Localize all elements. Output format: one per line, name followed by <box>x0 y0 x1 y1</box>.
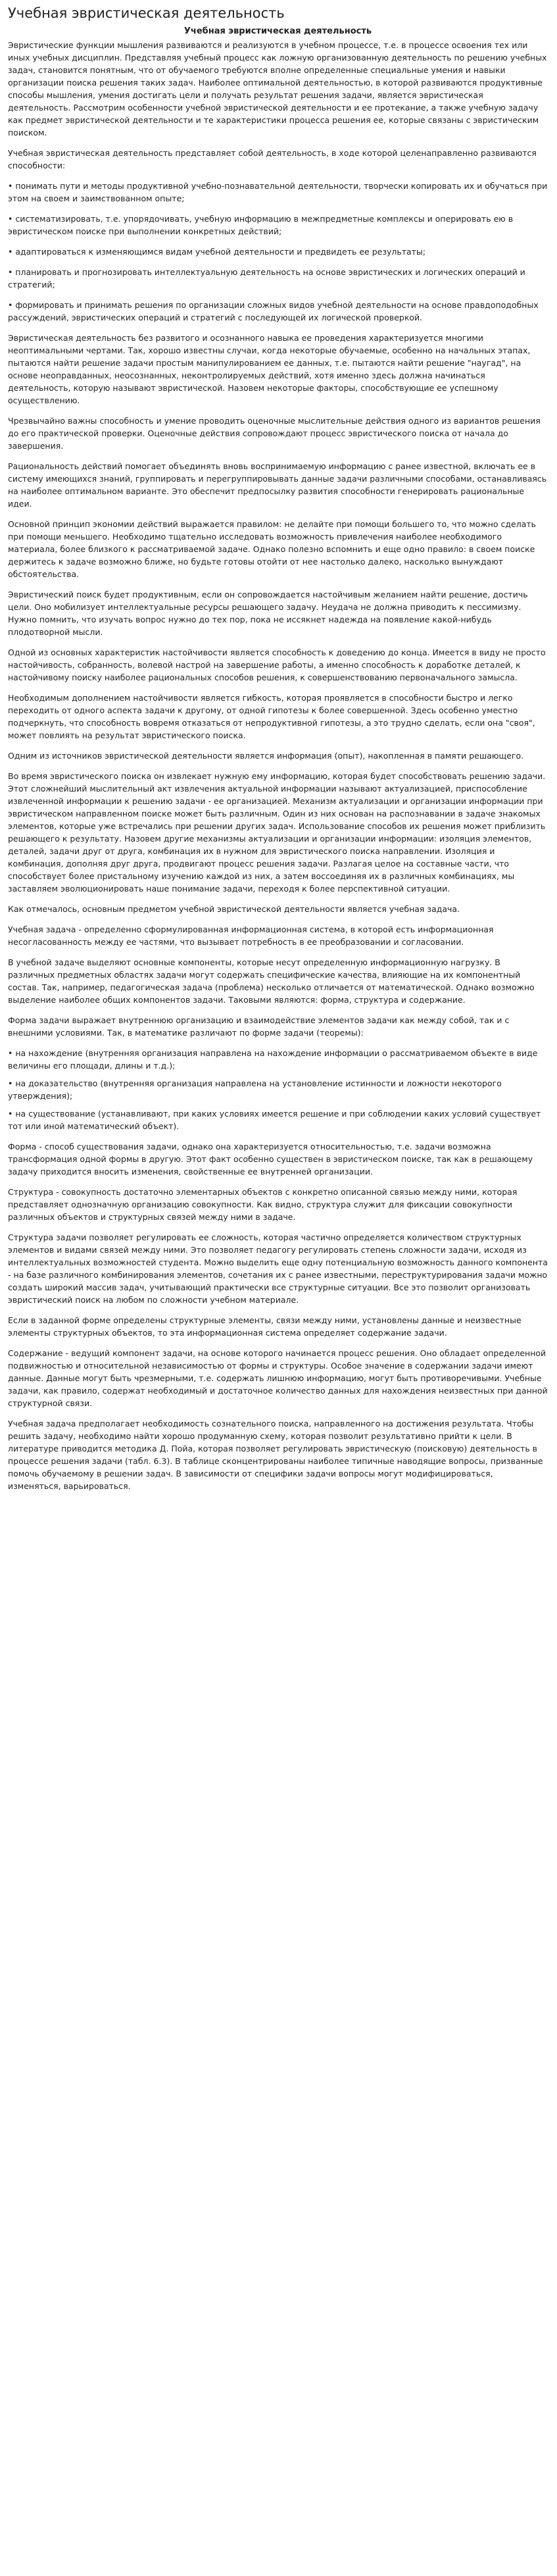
paragraph: Необходимым дополнением настойчивости является гибкость, которая проявляется в способности быстро и легко переходить от одного аспекта задачи к другому, от одной гипотезы к более совершенной. Здесь особенно уместно подчеркнуть, что способность вовремя отказаться от непродуктивной гипотезы, а это трудно сделать, если она "своя", может повлиять на результат эвристического поиска. <box>8 693 535 740</box>
paragraph: Одним из источников эвристической деятельности является информация (опыт), накопленная в памяти решающего. <box>8 751 524 761</box>
paragraph: Содержание - ведущий компонент задачи, на основе которого начинается процесс решения. Оно обладает определенной подвижностью и относительной независимостью от формы и структуры. Особое значение в содержании задачи имеют данные. Данные могут быть чрезмерными, т.е. содержать лишнюю информацию, могут быть противоречивыми. Учебные задачи, как правило, содержат необходимый и достаточное количество данных для нахождения неизвестных при данной структурной связи. <box>8 1348 548 1408</box>
bullet-list <box>8 1047 548 1132</box>
paragraph: Эвристические функции мышления развиваются и реализуются в учебном процессе, т.е. в процессе освоения тех или иных учебных дисциплин. Представляя учебный процесс как ложную организованную деятельность по решению учебных задач, становится понятным, что от обучаемого требуются вполне определенные специальные умения и навыки организации поиска решения таких задач. Наиболее оптимальной деятельностью, в которой развиваются продуктивные способы мышления, умения достигать цели и получать результат решения задачи, является эвристическая деятельность. Рассмотрим особенности учебной эвристической деятельности и ее протекание, а также учебную задачу как предмет эвристической деятельности и те характеристики процесса решения ее, которые связаны с эвристическим поиском. <box>8 40 547 138</box>
paragraph: Учебная задача - определенно сформулированная информационная система, в которой есть информационная несогласованность между ее частями, что вызывает потребность в ее преобразовании и согласовании. <box>8 924 494 947</box>
paragraph: Чрезвычайно важны способность и умение проводить оценочные мыслительные действия одного из вариантов решения до его практической проверки. Оценочные действия сопровождают процесс эвристического поиска от начала до завершения. <box>8 416 541 451</box>
page-title: Учебная эвристическая деятельность <box>8 5 285 21</box>
list-item: • на существование (устанавливают, при каких условиях имеется решение и при соблюдении каких условий существует тот или иной математический объект). <box>8 1109 541 1131</box>
paragraph: • формировать и принимать решения по организации сложных видов учебной деятельности на основе правдоподобных рассуждений, эвристических операций и стратегий с последующей их логической проверкой. <box>8 300 539 322</box>
paragraph: Форма задачи выражает внутреннюю организацию и взаимодействие элементов задачи как между собой, так и с внешними условиями. Так, в математике различают по форме задачи (теоремы): <box>8 1015 510 1038</box>
paragraph: Учебная задача предполагает необходимость сознательного поиска, направленного на достижения результата. Чтобы решить задачу, необходимо найти хорошо продуманную схему, которая позволит результативно прийти к цели. В литературе приводится методика Д. Пойа, которая позволяет регулировать эвристическую (поисковую) деятельность в процессе решения задачи (табл. 6.3). В таблице сконцентрированы наиболее типичные наводящие вопросы, призванные помочь обучаемому в решении задач. В зависимости от специфики задачи вопросы могут модифицироваться, изменяться, варьироваться. <box>8 1419 543 1491</box>
list-item: • на доказательство (внутренняя организация направлена на установление истинности и ложности некоторого утверждения); <box>8 1078 502 1101</box>
paragraph: Учебная эвристическая деятельность представляет собой деятельность, в ходе которой целенаправленно развиваются способности: <box>8 148 537 170</box>
paragraph: Структура задачи позволяет регулировать ее сложность, которая частично определяется количеством структурных элементов и видами связей между ними. Это позволяет педагогу регулировать степень сложности задачи, исходя из интеллектуальных возможностей студента. Можно выделить еще одну потенциальную возможность данного компонента - на базе различного комбинирования элементов, сочетания их с ранее известными, переструктурирования задачи можно создать широкий массив задач, учитывающий практически все структурные ситуации. Все это позволит организовать эвристический поиск на любом по сложности учебном материале. <box>8 1232 548 1305</box>
paragraph: Основной принцип экономии действий выражается правилом: не делайте при помощи большего то, что можно сделать при помощи меньшего. Необходимо тщательно исследовать возможность привлечения наиболее необходимого материала, более близкого к рассматриваемой задаче. Однако полезно вспомнить и еще одно правило: в своем поиске держитесь к задаче возможно ближе, но будьте готовы отойти от нее настолько далеко, насколько вынуждают обстоятельства. <box>8 519 537 579</box>
paragraph: Если в заданной форме определены структурные элементы, связи между ними, установлены данные и неизвестные элементы структурных объектов, то эта информационная система определяет содержание задачи. <box>8 1315 521 1338</box>
paragraph: Структура - совокупность достаточно элементарных объектов с конкретно описанной связью между ними, которая представляет однозначную организацию совокупности. Как видно, структура служит для фиксации совокупности различных объектов и структурных связей между ними в задаче. <box>8 1187 518 1222</box>
paragraph: Как отмечалось, основным предметом учебной эвристической деятельности является учебная задача. <box>8 904 460 914</box>
list-item: • на нахождение (внутренняя организация направлена на нахождение информации о рассматриваемом объекте в виде величины его площади, длины и т.д.); <box>8 1048 538 1071</box>
paragraph: Рациональность действий помогает объединять вновь воспринимаемую информацию с ранее известной, включать ее в систему имеющихся знаний, группировать и перегруппировывать данные задачи различными способами, останавливаясь на наиболее оптимальном варианте. Это обеспечит предпосылку развития способности генерировать рациональные идеи. <box>8 461 547 509</box>
document-heading: Учебная эвристическая деятельность <box>183 26 372 36</box>
paragraph: • систематизировать, т.е. упорядочивать, учебную информацию в межпредметные комплексы и оперировать ею в эвристическом поиске при выполнении конкретных действий; <box>8 214 514 236</box>
paragraph: • планировать и прогнозировать интеллектуальную деятельность на основе эвристических и логических операций и стратегий; <box>8 267 525 290</box>
paragraph: Одной из основных характеристик настойчивости является способность к доведению до конца. Имеется в виду не просто настойчивость, собранность, волевой настрой на завершение работы, а именно способность к доработке деталей, к настойчивому поиску наиболее рациональных способов решения, к совершенствованию первоначального замысла. <box>8 647 546 682</box>
paragraph: • адаптироваться к изменяющимся видам учебной деятельности и предвидеть ее результаты; <box>8 247 426 257</box>
paragraph: Во время эвристического поиска он извлекает нужную ему информацию, которая будет способствовать решению задачи. Этот сложнейший мыслительный акт извлечения актуальной информации называют актуализацией, приспособление извлеченной информации к решению задачи - ее организацией. Механизм актуализации и организации информации при эвристическом направленном поиске может быть различным. Один из них основан на распознавании в задаче знакомых элементов, которые уже встречались при решении других задач. Использование способов их решения может приблизить решающего к результату. Назовем другие механизмы актуализации и организации информации: изоляция элементов, деталей, задачи друг от друга, комбинация их в нужном для эвристического поиска направлении. Изоляция и комбинация, дополняя друг друга, продвигают процесс решения задачи. Разлагая целое на составные части, что способствует более пристальному изучению каждой из них, а затем воссоединяя их в различных комбинациях, мы заставляем эволюционировать наше понимание задачи, переходя к более перспективной ситуации. <box>8 771 546 894</box>
paragraph: • понимать пути и методы продуктивной учебно-познавательной деятельности, творчески копировать их и обучаться при этом на своем и заимствованном опыте; <box>8 181 548 203</box>
document-body <box>8 39 548 1492</box>
paragraph: Форма - способ существования задачи, однако она характеризуется относительностью, т.е. задачи возможна трансформация одной формы в другую. Этот факт особенно существен в эвристическом поиске, так как в решающему задачу приходится вносить изменения, свойственные ее внутренней организации. <box>8 1142 533 1176</box>
paragraph: Эвристический поиск будет продуктивным, если он сопровождается настойчивым желанием найти решение, достичь цели. Оно мобилизует интеллектуальные ресурсы решающего задачу. Неудача не должна приводить к пессимизму. Нужно помнить, что изучать вопрос нужно до тех пор, пока не иссякнет надежда на появление какой-нибудь плодотворной мысли. <box>8 590 528 637</box>
paragraph: В учебной задаче выделяют основные компоненты, которые несут определенную информационную нагрузку. В различных предметных областях задачи могут содержать специфические качества, влияющие на их компонентный состав. Так, например, педагогическая задача (проблема) несколько отличается от математической. Однако возможно выделение наиболее общих компонентов задачи. Таковыми являются: форма, структура и содержание. <box>8 957 535 1005</box>
paragraph: Эвристическая деятельность без развитого и осознанного навыка ее проведения характеризуется многими неоптимальными чертами. Так, хорошо известны случаи, когда некоторые обучаемые, особенно на начальных этапах, пытаются найти решение задачи простым манипулированием ее данных, т.е. пытаются найти решение "наугад", на основе неоправданных, неосознанных, неконтролируемых действий, хотя именно здесь должна начинаться деятельность, которую называют эвристической. Назовем некоторые факторы, способствующие ее успешному осуществлению. <box>8 333 531 405</box>
